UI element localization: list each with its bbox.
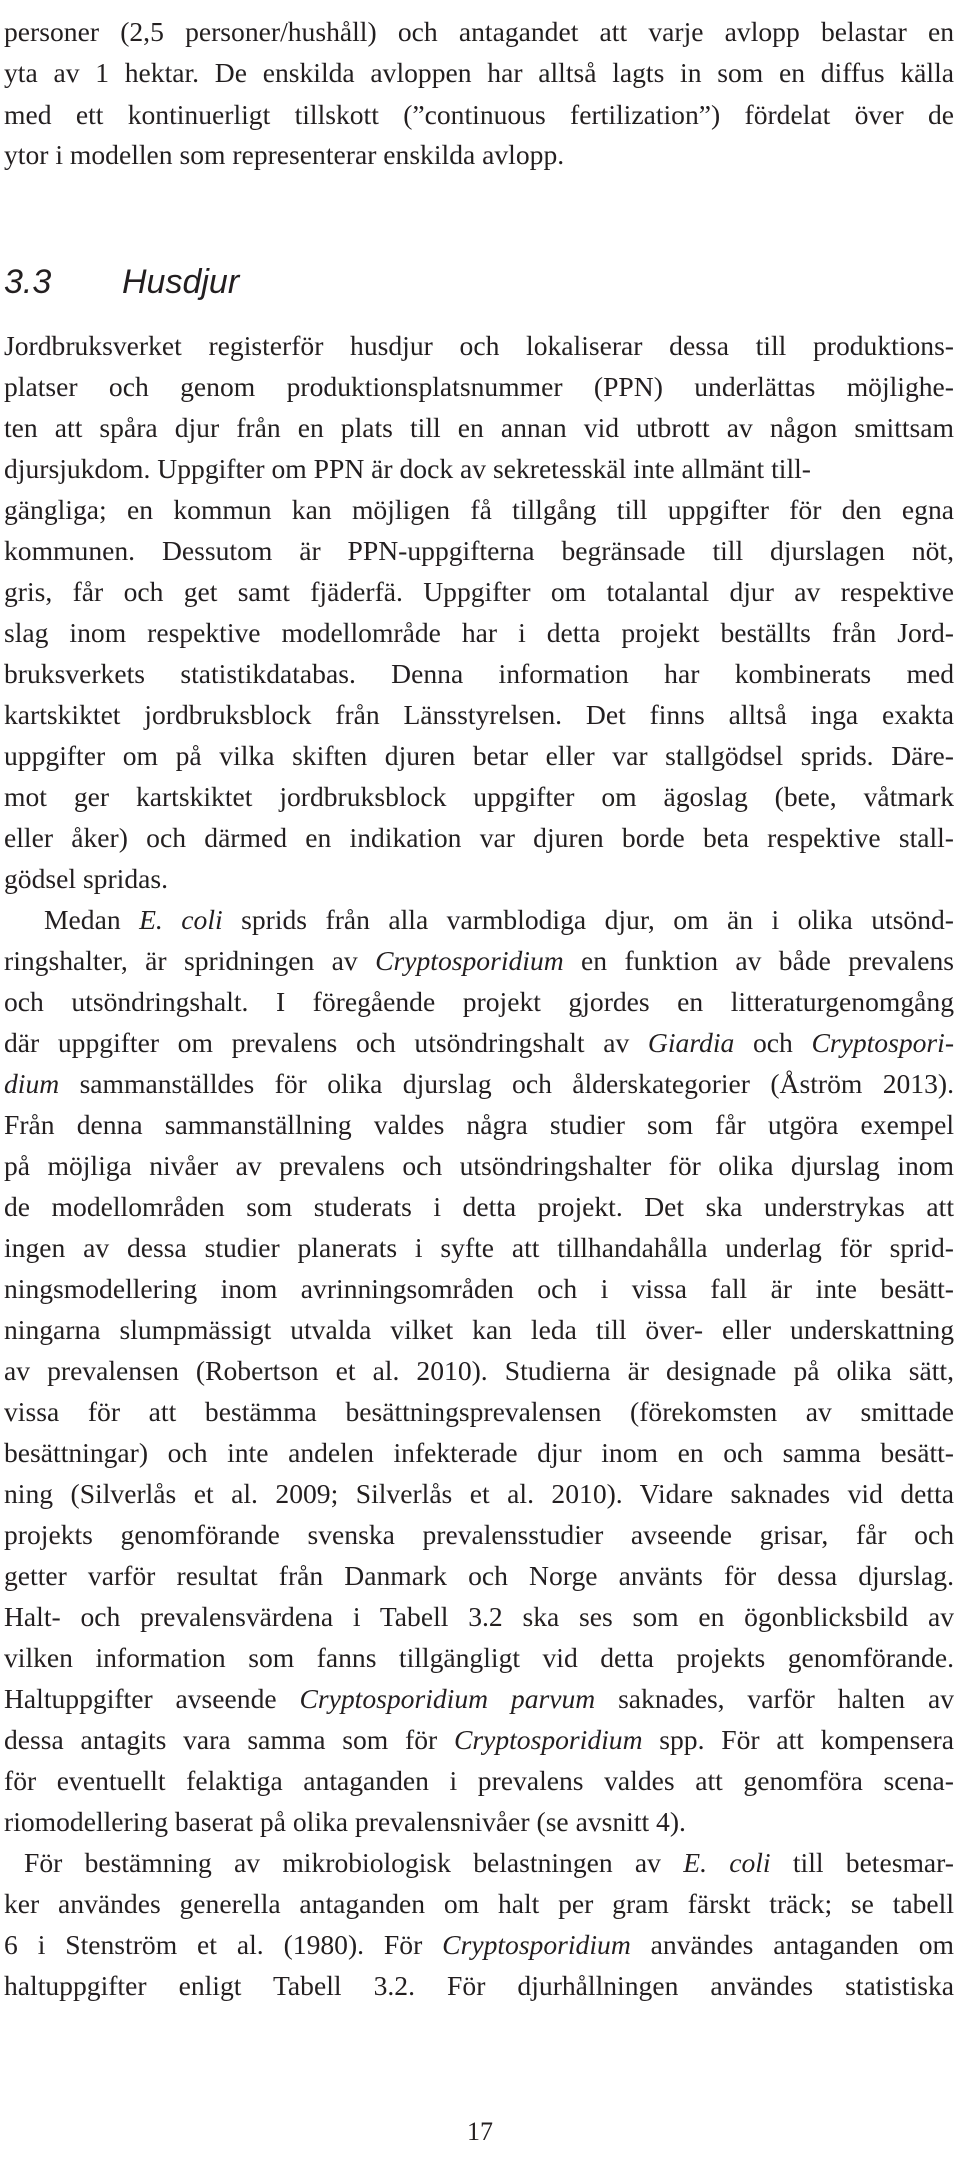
text-line: eller åker) och därmed en indikation var djuren borde beta respektive stall- — [4, 822, 954, 853]
text-line: ytor i modellen som representerar enskilda avlopp. — [4, 139, 565, 170]
text-line: för eventuellt felaktiga antaganden i prevalens valdes att genomföra scena- — [4, 1765, 954, 1796]
text-line: Halt- och prevalensvärdena i Tabell 3.2 ska ses som en ögonblicksbild av — [4, 1601, 954, 1632]
text-line: ningarna slumpmässigt utvalda vilket kan leda till över- eller underskattning — [4, 1314, 954, 1345]
section-number: 3.3 — [4, 263, 52, 301]
text-line: För bestämning av mikrobiologisk belastningen av E. coli till betesmar- — [24, 1847, 954, 1878]
text-line: Haltuppgifter avseende Cryptosporidium parvum saknades, varför halten av — [4, 1683, 954, 1714]
text-line: dium sammanställdes för olika djurslag och ålderskategorier (Åström 2013). — [4, 1068, 954, 1099]
text-line: getter varför resultat från Danmark och Norge använts för dessa djurslag. — [4, 1560, 954, 1591]
text-line: platser och genom produktionsplatsnummer (PPN) underlättas möjlighe- — [4, 371, 954, 402]
text-line: Medan E. coli sprids från alla varmblodiga djur, om än i olika utsönd- — [44, 904, 954, 935]
text-line: haltuppgifter enligt Tabell 3.2. För djurhållningen användes statistiska — [4, 1970, 954, 2001]
text-line: där uppgifter om prevalens och utsöndringshalt av Giardia och Cryptospori- — [4, 1027, 954, 1058]
page-number: 17 — [467, 2117, 493, 2146]
text-line: ker användes generella antaganden om halt per gram färskt träck; se tabell — [4, 1888, 954, 1919]
text-line: ringshalter, är spridningen av Cryptosporidium en funktion av både prevalens — [4, 945, 954, 976]
text-line: gris, får och get samt fjäderfä. Uppgifter om totalantal djur av respektive — [4, 576, 954, 607]
text-line: 6 i Stenström et al. (1980). För Cryptosporidium användes antaganden om — [4, 1929, 954, 1960]
text-line: djursjukdom. Uppgifter om PPN är dock av sekretesskäl inte allmänt till- — [4, 453, 811, 484]
text-line: gödsel spridas. — [4, 863, 169, 894]
text-line: mot ger kartskiktet jordbruksblock uppgifter om ägoslag (bete, våtmark — [4, 781, 954, 812]
text-line: kartskiktet jordbruksblock från Länsstyrelsen. Det finns alltså inga exakta — [4, 699, 954, 730]
text-line: ning (Silverlås et al. 2009; Silverlås et al. 2010). Vidare saknades vid detta — [4, 1478, 954, 1509]
text-line: uppgifter om på vilka skiften djuren betar eller var stallgödsel sprids. Däre- — [4, 740, 954, 771]
text-line: besättningar) och inte andelen infekterade djur inom en och samma besätt- — [4, 1437, 954, 1468]
text-line: riomodellering baserat på olika prevalensnivåer (se avsnitt 4). — [4, 1806, 686, 1837]
text-line: ingen av dessa studier planerats i syfte att tillhandahålla underlag för sprid- — [4, 1232, 954, 1263]
section-heading — [4, 260, 239, 304]
text-line: vilken information som fanns tillgängligt vid detta projekts genomförande. — [4, 1642, 954, 1673]
text-line: slag inom respektive modellområde har i detta projekt beställts från Jord- — [4, 617, 954, 648]
text-line: bruksverkets statistikdatabas. Denna information har kombinerats med — [4, 658, 954, 689]
text-line: de modellområden som studerats i detta projekt. Det ska understrykas att — [4, 1191, 954, 1222]
text-line: dessa antagits vara samma som för Cryptosporidium spp. För att kompensera — [4, 1724, 954, 1755]
text-line: med ett kontinuerligt tillskott (”continuous fertilization”) fördelat över de — [4, 99, 954, 130]
text-line: projekts genomförande svenska prevalensstudier avseende grisar, får och — [4, 1519, 954, 1550]
text-line: gängliga; en kommun kan möjligen få tillgång till uppgifter för den egna — [4, 494, 954, 525]
text-line: yta av 1 hektar. De enskilda avloppen har alltså lagts in som en diffus källa — [4, 57, 954, 88]
text-line: vissa för att bestämma besättningsprevalensen (förekomsten av smittade — [4, 1396, 954, 1427]
section-title: Husdjur — [122, 263, 240, 301]
text-line: Jordbruksverket registerför husdjur och lokaliserar dessa till produktions- — [4, 330, 954, 361]
text-line: ten att spåra djur från en plats till en annan vid utbrott av någon smittsam — [4, 412, 954, 443]
text-line: Från denna sammanställning valdes några studier som får utgöra exempel — [4, 1109, 954, 1140]
text-line: ningsmodellering inom avrinningsområden och i vissa fall är inte besätt- — [4, 1273, 954, 1304]
text-line: personer (2,5 personer/hushåll) och antagandet att varje avlopp belastar en — [4, 16, 954, 47]
text-line: av prevalensen (Robertson et al. 2010). Studierna är designade på olika sätt, — [4, 1355, 954, 1386]
text-line: kommunen. Dessutom är PPN-uppgifterna begränsade till djurslagen nöt, — [4, 535, 954, 566]
text-line: och utsöndringshalt. I föregående projekt gjordes en litteraturgenomgång — [4, 986, 954, 1017]
text-line: på möjliga nivåer av prevalens och utsöndringshalter för olika djurslag inom — [4, 1150, 954, 1181]
